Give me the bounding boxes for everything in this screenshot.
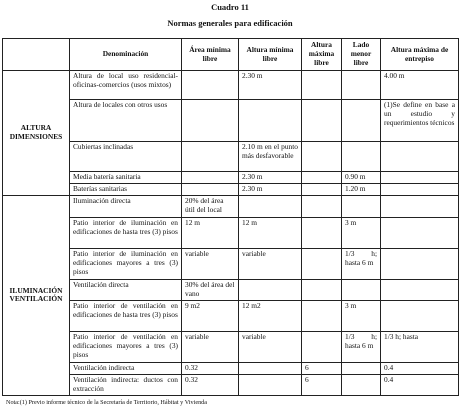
cell-altura-max (302, 71, 342, 100)
cell-entrepiso: 4.00 m (381, 71, 459, 100)
cell-altura-min: 2.30 m (239, 172, 302, 184)
table-row (3, 374, 459, 395)
cell-altura-min: 12 m2 (239, 300, 302, 331)
cell-lado (342, 363, 381, 375)
table-row (3, 172, 459, 184)
cell-area: 20% del área útil del local (182, 195, 239, 217)
cell-lado (342, 71, 381, 100)
cell-altura-max (302, 217, 342, 248)
cell-lado: 1/3 h; hasta 6 m (342, 248, 381, 279)
cell-altura-max (302, 300, 342, 331)
header-empty (3, 39, 70, 71)
cell-denominacion: Cubiertas inclinadas (70, 142, 182, 172)
cell-entrepiso (381, 300, 459, 331)
cell-entrepiso: 0.4 (381, 363, 459, 375)
header-altura-minima: Altura mínima libre (239, 39, 302, 71)
cell-area: variable (182, 331, 239, 362)
cell-lado (342, 195, 381, 217)
cell-altura-min: 12 m (239, 217, 302, 248)
cell-lado: 3 m (342, 300, 381, 331)
header-altura-entrepiso: Altura máxima de entrepiso (381, 39, 459, 71)
group-label-altura: ALTURA DIMENSIONES (3, 71, 70, 196)
cell-altura-min: 2.10 m en el punto más desfavorable (239, 142, 302, 172)
cell-altura-min: variable (239, 248, 302, 279)
table-row (3, 142, 459, 172)
cell-altura-max (302, 100, 342, 142)
cell-area: variable (182, 248, 239, 279)
cell-area: 0.32 (182, 374, 239, 395)
table-title: Normas generales para edificación (167, 18, 293, 28)
cell-denominacion: Ventilación directa (70, 279, 182, 300)
header-denominacion: Denominación (70, 39, 182, 71)
table-row (3, 217, 459, 248)
cell-denominacion: Altura de locales con otros usos (70, 100, 182, 142)
table-row (3, 195, 459, 217)
table-row (3, 363, 459, 375)
cell-area (182, 183, 239, 195)
group-label-iluminacion: ILUMINACIÓN VENTILACIÓN (3, 195, 70, 395)
cell-altura-min (239, 279, 302, 300)
cell-altura-max (302, 248, 342, 279)
cell-area (182, 71, 239, 100)
table-row (3, 300, 459, 331)
cell-area (182, 100, 239, 142)
cell-entrepiso (381, 142, 459, 172)
table-row (3, 183, 459, 195)
cell-entrepiso (381, 172, 459, 184)
cell-lado: 3 m (342, 217, 381, 248)
cell-lado: 0.90 m (342, 172, 381, 184)
header-row (3, 39, 459, 71)
cell-entrepiso: 0.4 (381, 374, 459, 395)
cell-altura-min: 2.30 m (239, 71, 302, 100)
cell-entrepiso (381, 183, 459, 195)
cell-lado (342, 142, 381, 172)
cell-altura-min (239, 100, 302, 142)
cell-area: 12 m (182, 217, 239, 248)
cell-area: 9 m2 (182, 300, 239, 331)
cell-altura-max (302, 172, 342, 184)
cell-denominacion: Media batería sanitaria (70, 172, 182, 184)
cell-denominacion: Baterías sanitarias (70, 183, 182, 195)
cell-altura-min: 2.30 m (239, 183, 302, 195)
cell-area: 0.32 (182, 363, 239, 375)
cell-denominacion: Ventilación indirecta (70, 363, 182, 375)
cell-entrepiso (381, 217, 459, 248)
table-row (3, 279, 459, 300)
cell-altura-min (239, 374, 302, 395)
header-lado-menor: Lado menor libre (342, 39, 381, 71)
cell-altura-max (302, 331, 342, 362)
cell-denominacion: Iluminación directa (70, 195, 182, 217)
cell-lado (342, 279, 381, 300)
building-norms-table (2, 38, 459, 396)
cell-altura-min: variable (239, 331, 302, 362)
cell-entrepiso: 1/3 h; hasta (381, 331, 459, 362)
cell-denominacion: Ventilación indirecta: ductos con extracción (70, 374, 182, 395)
table-row (3, 71, 459, 100)
cell-altura-min (239, 195, 302, 217)
cell-denominacion: Altura de local uso residencial-oficinas-comercios (usos mixtos) (70, 71, 182, 100)
cell-lado: 1.20 m (342, 183, 381, 195)
cell-lado: 1/3 h; hasta 6 m (342, 331, 381, 362)
cell-entrepiso (381, 279, 459, 300)
cell-area (182, 172, 239, 184)
cell-altura-min (239, 363, 302, 375)
footnote: Nota:(1) Previo informe técnico de la Secretaría de Territorio, Hábitat y Vivienda (6, 399, 208, 406)
cell-altura-max (302, 142, 342, 172)
cell-altura-max: 6 (302, 374, 342, 395)
cell-denominacion: Patio interior de iluminación en edificaciones de hasta tres (3) pisos (70, 217, 182, 248)
table-number: Cuadro 11 (211, 2, 249, 12)
cell-entrepiso (381, 195, 459, 217)
cell-lado (342, 374, 381, 395)
cell-area: 30% del área del vano (182, 279, 239, 300)
header-altura-maxima: Altura máxima libre (302, 39, 342, 71)
header-area-minima: Área mínima libre (182, 39, 239, 71)
table-row (3, 248, 459, 279)
cell-altura-max: 6 (302, 363, 342, 375)
cell-area (182, 142, 239, 172)
cell-denominacion: Patio interior de iluminación en edificaciones mayores a tres (3) pisos (70, 248, 182, 279)
cell-altura-max (302, 279, 342, 300)
table-row (3, 331, 459, 362)
cell-entrepiso (381, 248, 459, 279)
cell-denominacion: Patio interior de ventilación en edificaciones de hasta tres (3) pisos (70, 300, 182, 331)
table-row (3, 100, 459, 142)
cell-denominacion: Patio interior de ventilación en edificaciones mayores a tres (3) pisos (70, 331, 182, 362)
cell-entrepiso: (1)Se define en base a un estudio y requerimientos técnicos (381, 100, 459, 142)
cell-altura-max (302, 195, 342, 217)
cell-altura-max (302, 183, 342, 195)
cell-lado (342, 100, 381, 142)
